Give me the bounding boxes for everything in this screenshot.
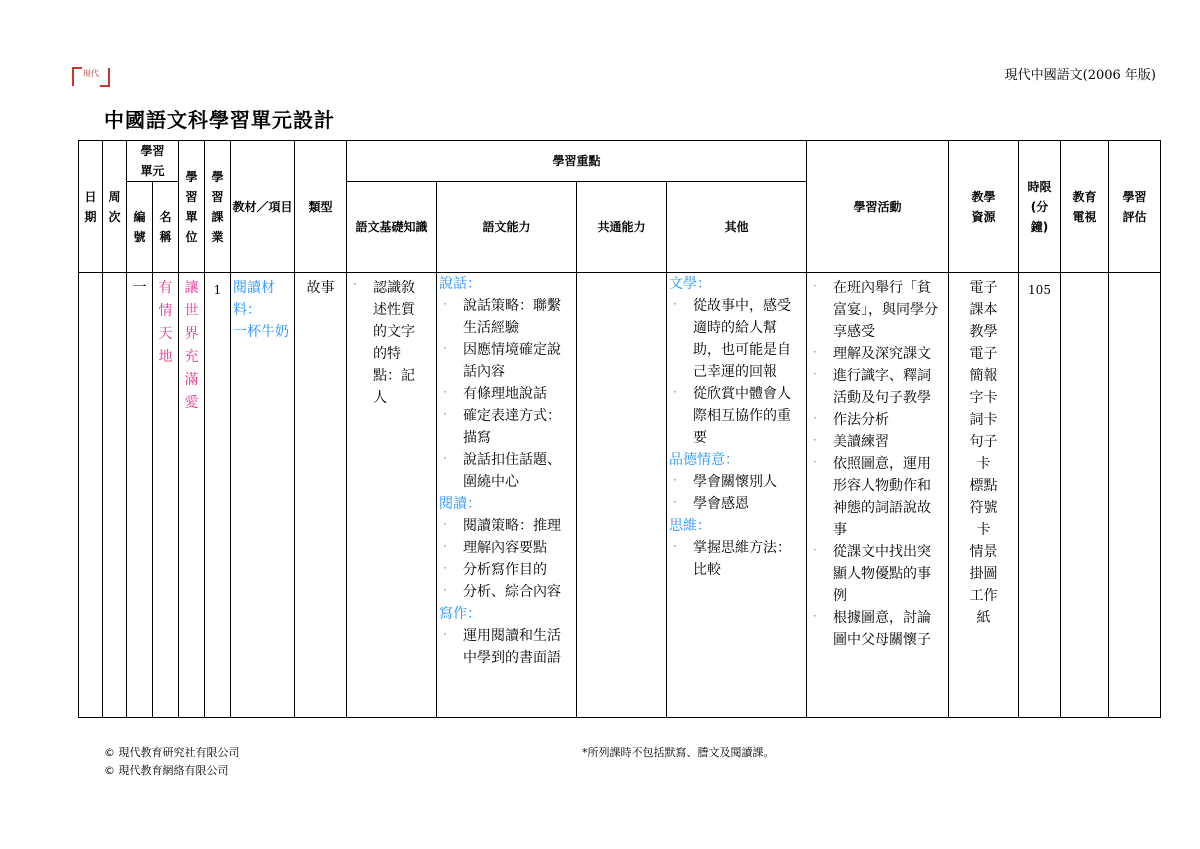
list-item: · 學會關懷別人 — [667, 471, 806, 493]
unit-name-text: 有情天地 — [158, 280, 173, 365]
edition-label: 現代中國語文(2006 年版) — [1004, 68, 1156, 83]
list-item: · 理解內容要點 — [437, 537, 576, 559]
table-row — [79, 273, 1161, 718]
others-section-list — [667, 471, 806, 515]
header-etv: 教育 電視 — [1061, 141, 1109, 273]
page-title: 中國語文科學習單元設計 — [104, 108, 335, 132]
language-ability-section-list — [437, 515, 576, 603]
type-text: 故事 — [306, 280, 335, 296]
cell-type — [295, 273, 347, 718]
header-learn-lesson: 學 習 課 業 — [205, 141, 231, 273]
header-material: 教材／項目 — [231, 141, 295, 273]
resource-item: 工作紙 — [969, 588, 998, 626]
activity-item: · 作法分析 — [807, 409, 948, 431]
basic-knowledge-text: 認識敘述性質的文字的特點：記人 — [373, 280, 415, 406]
header-date: 日 期 — [79, 141, 103, 273]
resource-item: 詞卡 — [969, 412, 998, 428]
list-item: · 分析寫作目的 — [437, 559, 576, 581]
others-section-list — [667, 295, 806, 449]
activity-item: · 在班內舉行「貧富宴」，與同學分享感受 — [807, 277, 948, 343]
cell-etv — [1061, 273, 1109, 718]
header-resources: 教學 資源 — [949, 141, 1019, 273]
header-unit-no: 編 號 — [127, 182, 153, 273]
cell-date — [79, 273, 103, 718]
lesson-number: 1 — [213, 283, 222, 297]
list-item: · 學會感恩 — [667, 493, 806, 515]
activity-item: · 從課文中找出突顯人物優點的事例 — [807, 541, 948, 607]
header-learn-unit: 學 習 單 位 — [179, 141, 205, 273]
header-others: 其他 — [667, 182, 807, 273]
header-type: 類型 — [295, 141, 347, 273]
resource-item: 電子簡報 — [969, 346, 998, 384]
others-section-title: 文學： — [669, 276, 711, 292]
cell-common-ability — [577, 273, 667, 718]
list-item: · 掌握思維方法：比較 — [667, 537, 806, 581]
language-ability-section-list — [437, 625, 576, 669]
header-time: 時限 (分 鐘) — [1019, 141, 1061, 273]
header-focus: 學習重點 — [347, 141, 807, 182]
resource-item: 字卡 — [969, 390, 998, 406]
list-item: · 運用閱讀和生活中學到的書面語 — [437, 625, 576, 669]
cell-time — [1019, 273, 1061, 718]
cell-week — [103, 273, 127, 718]
header-basic-knowledge: 語文基礎知識 — [347, 182, 437, 273]
activities-list — [807, 273, 948, 651]
activity-item: · 進行識字、釋詞活動及句子教學 — [807, 365, 948, 409]
activity-item: · 美讀練習 — [807, 431, 948, 453]
cell-basic-knowledge: · 認識敘述性質的文字的特點：記人 — [347, 273, 437, 718]
header-assessment: 學習 評估 — [1109, 141, 1161, 273]
cell-others — [667, 273, 807, 718]
cell-unit-name — [153, 273, 179, 718]
language-ability-section-title: 閱讀： — [439, 496, 481, 512]
company-logo — [68, 64, 114, 90]
list-item: · 因應情境確定說話內容 — [437, 339, 576, 383]
material-title: 一杯牛奶 — [233, 324, 289, 340]
list-item: · 確定表達方式：描寫 — [437, 405, 576, 449]
list-item: · 從欣賞中體會人際相互協作的重要 — [667, 383, 806, 449]
cell-assessment — [1109, 273, 1161, 718]
cell-resources — [949, 273, 1019, 718]
others-section-list — [667, 537, 806, 581]
list-item: · 有條理地說話 — [437, 383, 576, 405]
resource-item: 教學 — [969, 324, 998, 340]
header-unit: 學習 單元 — [127, 141, 179, 182]
resource-item: 情景掛圖 — [969, 544, 998, 582]
header-common-ability: 共通能力 — [577, 182, 667, 273]
language-ability-section-title: 寫作： — [439, 606, 481, 622]
list-item: · 分析、綜合內容 — [437, 581, 576, 603]
cell-unit-no — [127, 273, 153, 718]
header-week: 周 次 — [103, 141, 127, 273]
learn-unit-text: 讓世界充滿愛 — [184, 280, 199, 411]
resource-item: 句子卡 — [969, 434, 998, 472]
activity-item: · 理解及深究課文 — [807, 343, 948, 365]
resource-item: 電子課本 — [969, 280, 998, 318]
header-language-ability: 語文能力 — [437, 182, 577, 273]
logo-text-1: 現代 — [83, 69, 99, 78]
activity-item: · 依照圖意，運用形容人物動作和神態的詞語說故事 — [807, 453, 948, 541]
cell-material — [231, 273, 295, 718]
activity-item: · 根據圖意，討論圖中父母關懷子 — [807, 607, 948, 651]
copyright-line-2: © 現代教育網絡有限公司 — [104, 764, 229, 777]
material-label: 閱讀材料： — [233, 280, 275, 318]
list-item: · 從故事中，感受適時的給人幫助，也可能是自己幸運的回報 — [667, 295, 806, 383]
list-item: · 說話策略：聯繫生活經驗 — [437, 295, 576, 339]
cell-lesson — [205, 273, 231, 718]
language-ability-section-list — [437, 295, 576, 493]
list-item: · 閱讀策略：推理 — [437, 515, 576, 537]
cell-language-ability — [437, 273, 577, 718]
language-ability-section-title: 說話： — [439, 276, 481, 292]
unit-no-text: 一 — [132, 280, 147, 296]
cell-learn-unit — [179, 273, 205, 718]
footer-note: *所列課時不包括默寫、謄文及閱讀課。 — [582, 746, 775, 759]
time-value: 105 — [1028, 283, 1051, 297]
unit-design-table — [78, 140, 1161, 718]
others-section-title: 思維： — [669, 518, 711, 534]
cell-activities — [807, 273, 949, 718]
others-section-title: 品德情意： — [669, 452, 739, 468]
list-item: · 說話扣住話題、圍繞中心 — [437, 449, 576, 493]
header-activities: 學習活動 — [807, 141, 949, 273]
copyright-line-1: © 現代教育研究社有限公司 — [104, 746, 240, 759]
header-unit-name: 名 稱 — [153, 182, 179, 273]
resource-item: 標點符號卡 — [969, 478, 998, 538]
footer-copyright — [104, 744, 240, 780]
